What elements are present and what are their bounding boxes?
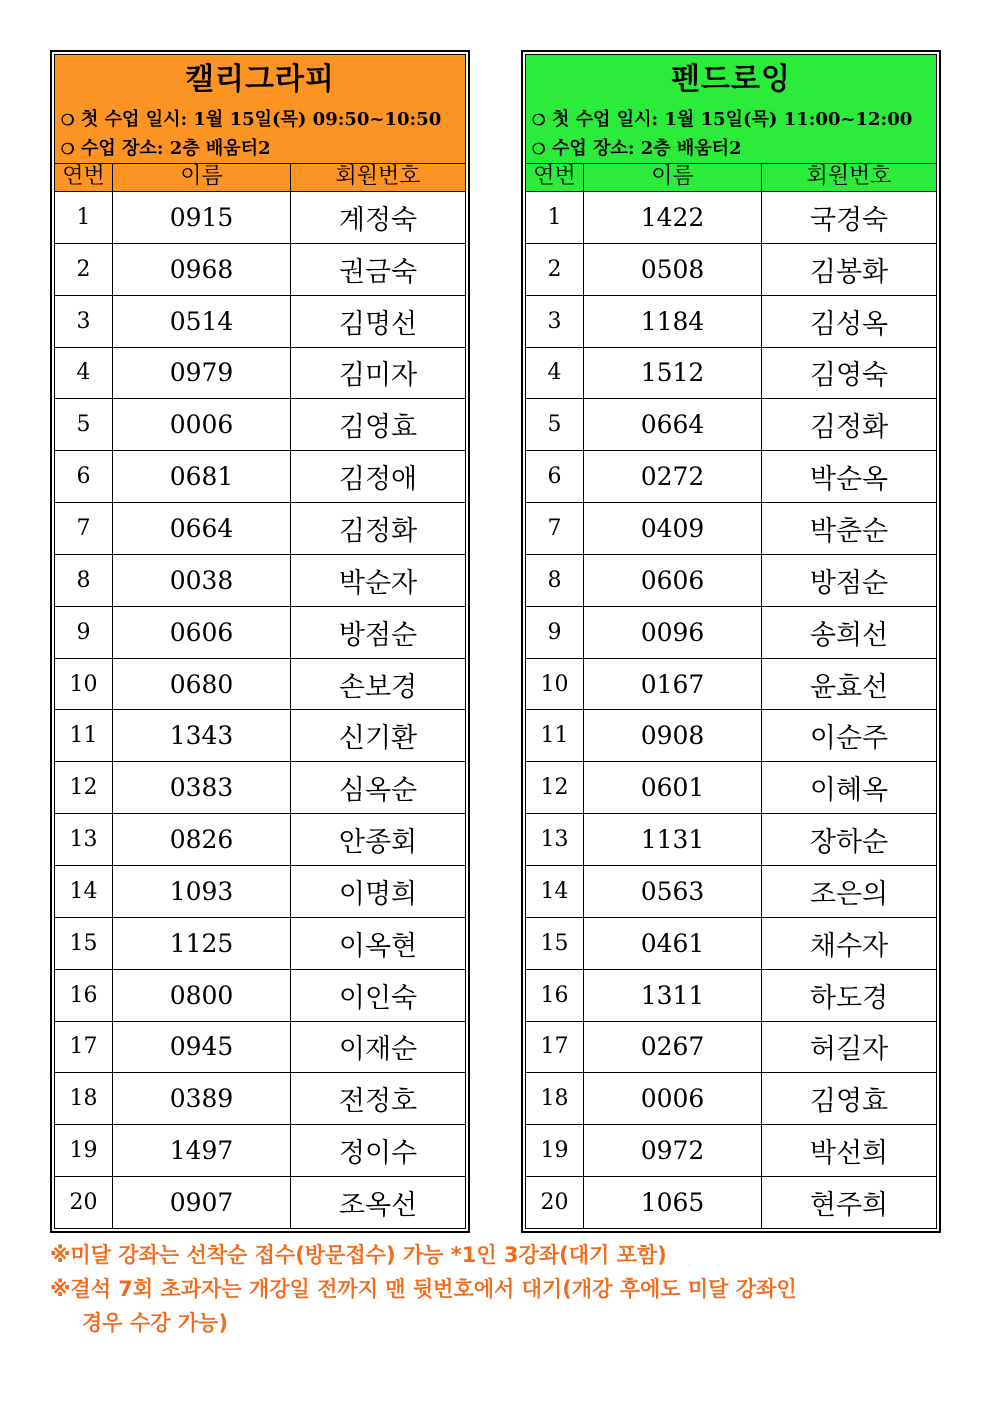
table-row <box>526 710 936 762</box>
row-number: 14 <box>526 866 584 917</box>
column-header-name: 이름 <box>113 164 291 191</box>
row-name: 1065 <box>584 1177 762 1228</box>
row-number: 10 <box>526 659 584 710</box>
column-header-number: 연번 <box>526 164 584 191</box>
column-header-member-no: 회원번호 <box>806 164 892 189</box>
calligraphy-roster <box>50 50 470 1233</box>
table-row <box>55 451 465 503</box>
table-row <box>526 607 936 659</box>
row-name: 0664 <box>584 399 762 450</box>
row-member-no: 방점순 <box>809 567 889 599</box>
row-member-no: 신기환 <box>338 723 418 755</box>
row-name: 0606 <box>113 607 291 658</box>
table-row <box>55 399 465 451</box>
table-row <box>55 1073 465 1125</box>
row-number: 7 <box>526 503 584 554</box>
row-member-no: 김봉화 <box>809 256 889 288</box>
row-number: 5 <box>55 399 113 450</box>
row-name: 1422 <box>584 192 762 243</box>
row-member-no: 국경숙 <box>809 204 889 236</box>
row-name: 1184 <box>584 296 762 347</box>
row-name: 0945 <box>113 1022 291 1073</box>
row-member-no: 조은의 <box>809 878 889 910</box>
row-name: 0383 <box>113 762 291 813</box>
row-name: 0038 <box>113 555 291 606</box>
table-row <box>526 866 936 918</box>
row-number: 13 <box>55 814 113 865</box>
pen-drawing-header <box>526 55 936 191</box>
row-member-no: 박순옥 <box>809 464 889 496</box>
row-member-no: 김영효 <box>809 1086 889 1118</box>
row-member-no: 박순자 <box>338 567 418 599</box>
row-member-no: 이인숙 <box>338 982 418 1014</box>
column-header-member-no: 회원번호 <box>335 164 421 189</box>
table-row <box>55 503 465 555</box>
row-name: 0267 <box>584 1022 762 1073</box>
row-name: 0389 <box>113 1073 291 1124</box>
column-header-number: 연번 <box>55 164 113 191</box>
row-member-no: 정이수 <box>338 1138 418 1170</box>
row-member-no: 장하순 <box>809 827 889 859</box>
circle-bullet-icon: ❍ <box>532 140 546 158</box>
row-number: 6 <box>55 451 113 502</box>
row-name: 0461 <box>584 918 762 969</box>
pen-drawing-title: 펜드로잉 <box>671 62 791 97</box>
circle-bullet-icon: ❍ <box>532 111 546 129</box>
column-headers <box>526 163 936 191</box>
row-member-no: 손보경 <box>338 671 418 703</box>
row-number: 1 <box>526 192 584 243</box>
row-name: 1497 <box>113 1125 291 1176</box>
class-location: 수업 장소: 2층 배움터2 <box>552 138 742 159</box>
row-number: 17 <box>55 1022 113 1073</box>
table-row <box>55 192 465 244</box>
row-name: 0907 <box>113 1177 291 1228</box>
row-name: 1093 <box>113 866 291 917</box>
table-row <box>55 762 465 814</box>
table-row <box>526 1125 936 1177</box>
notes <box>50 1238 950 1340</box>
pen-drawing-rows <box>526 191 936 1228</box>
table-row <box>55 607 465 659</box>
table-row <box>55 1177 465 1228</box>
row-number: 6 <box>526 451 584 502</box>
row-name: 0514 <box>113 296 291 347</box>
column-header-name: 이름 <box>584 164 762 191</box>
row-name: 0681 <box>113 451 291 502</box>
table-row <box>526 659 936 711</box>
row-number: 20 <box>526 1177 584 1228</box>
row-number: 11 <box>526 710 584 761</box>
row-number: 8 <box>55 555 113 606</box>
row-name: 1343 <box>113 710 291 761</box>
row-name: 0915 <box>113 192 291 243</box>
row-number: 17 <box>526 1022 584 1073</box>
table-row <box>55 918 465 970</box>
row-name: 0606 <box>584 555 762 606</box>
row-number: 10 <box>55 659 113 710</box>
table-row <box>55 1022 465 1074</box>
table-row <box>526 296 936 348</box>
calligraphy-rows <box>55 191 465 1228</box>
table-row <box>55 296 465 348</box>
table-row <box>526 451 936 503</box>
row-number: 15 <box>55 918 113 969</box>
row-member-no: 김정화 <box>809 412 889 444</box>
row-member-no: 하도경 <box>809 982 889 1014</box>
row-member-no: 이순주 <box>809 723 889 755</box>
row-member-no: 채수자 <box>809 930 889 962</box>
row-number: 12 <box>526 762 584 813</box>
row-number: 9 <box>55 607 113 658</box>
row-number: 8 <box>526 555 584 606</box>
pen-drawing-location <box>526 134 936 163</box>
table-row <box>526 503 936 555</box>
row-name: 0800 <box>113 970 291 1021</box>
row-name: 0006 <box>113 399 291 450</box>
table-row <box>55 244 465 296</box>
calligraphy-title: 캘리그라피 <box>185 62 335 97</box>
table-row <box>526 244 936 296</box>
circle-bullet-icon: ❍ <box>61 140 75 158</box>
row-member-no: 방점순 <box>338 619 418 651</box>
row-member-no: 전정호 <box>338 1086 418 1118</box>
row-member-no: 박선희 <box>809 1138 889 1170</box>
table-row <box>526 918 936 970</box>
table-row <box>55 866 465 918</box>
table-row <box>55 1125 465 1177</box>
row-number: 2 <box>55 244 113 295</box>
table-row <box>55 348 465 400</box>
table-row <box>526 814 936 866</box>
row-number: 3 <box>526 296 584 347</box>
row-member-no: 윤효선 <box>809 671 889 703</box>
row-name: 0908 <box>584 710 762 761</box>
row-name: 0601 <box>584 762 762 813</box>
row-name: 1125 <box>113 918 291 969</box>
table-row <box>526 348 936 400</box>
calligraphy-schedule <box>55 105 465 134</box>
row-name: 0826 <box>113 814 291 865</box>
row-number: 2 <box>526 244 584 295</box>
row-name: 0006 <box>584 1073 762 1124</box>
row-member-no: 안종회 <box>338 827 418 859</box>
row-number: 1 <box>55 192 113 243</box>
row-name: 0409 <box>584 503 762 554</box>
table-row <box>55 814 465 866</box>
row-member-no: 계정숙 <box>338 204 418 236</box>
row-member-no: 이혜옥 <box>809 775 889 807</box>
row-member-no: 김영효 <box>338 412 418 444</box>
table-row <box>55 555 465 607</box>
calligraphy-header <box>55 55 465 191</box>
row-name: 1311 <box>584 970 762 1021</box>
note-absence-continued: 경우 수강 가능) <box>82 1311 228 1335</box>
table-row <box>55 710 465 762</box>
row-name: 1131 <box>584 814 762 865</box>
circle-bullet-icon: ❍ <box>61 111 75 129</box>
row-member-no: 허길자 <box>809 1034 889 1066</box>
row-member-no: 심옥순 <box>338 775 418 807</box>
row-name: 0096 <box>584 607 762 658</box>
note-first-come: ※미달 강좌는 선착순 접수(방문접수) 가능 *1인 3강좌(대기 포함) <box>50 1243 667 1267</box>
row-number: 20 <box>55 1177 113 1228</box>
row-member-no: 김미자 <box>338 360 418 392</box>
row-number: 19 <box>55 1125 113 1176</box>
calligraphy-location <box>55 134 465 163</box>
row-number: 12 <box>55 762 113 813</box>
pen-drawing-roster <box>521 50 941 1233</box>
row-member-no: 김정애 <box>338 464 418 496</box>
table-row <box>526 1073 936 1125</box>
row-number: 4 <box>526 348 584 399</box>
note-absence: ※결석 7회 초과자는 개강일 전까지 맨 뒷번호에서 대기(개강 후에도 미달 강좌인 <box>50 1277 797 1301</box>
first-class-datetime: 첫 수업 일시: 1월 15일(목) 09:50~10:50 <box>81 109 442 130</box>
row-member-no: 조옥선 <box>338 1189 418 1221</box>
row-member-no: 이재순 <box>338 1034 418 1066</box>
table-row <box>526 1022 936 1074</box>
row-name: 0680 <box>113 659 291 710</box>
table-row <box>55 970 465 1022</box>
class-location: 수업 장소: 2층 배움터2 <box>81 138 271 159</box>
row-name: 0563 <box>584 866 762 917</box>
row-member-no: 이명희 <box>338 878 418 910</box>
row-member-no: 박춘순 <box>809 515 889 547</box>
row-member-no: 김정화 <box>338 515 418 547</box>
row-member-no: 송희선 <box>809 619 889 651</box>
row-name: 0664 <box>113 503 291 554</box>
table-row <box>526 1177 936 1228</box>
row-name: 0508 <box>584 244 762 295</box>
row-name: 0968 <box>113 244 291 295</box>
row-name: 0972 <box>584 1125 762 1176</box>
row-number: 19 <box>526 1125 584 1176</box>
pen-drawing-schedule <box>526 105 936 134</box>
row-member-no: 김성옥 <box>809 308 889 340</box>
table-row <box>526 970 936 1022</box>
first-class-datetime: 첫 수업 일시: 1월 15일(목) 11:00~12:00 <box>552 109 913 130</box>
row-member-no: 현주희 <box>809 1189 889 1221</box>
table-row <box>526 762 936 814</box>
row-name: 1512 <box>584 348 762 399</box>
row-name: 0979 <box>113 348 291 399</box>
row-member-no: 이옥현 <box>338 930 418 962</box>
column-headers <box>55 163 465 191</box>
row-number: 18 <box>526 1073 584 1124</box>
row-name: 0167 <box>584 659 762 710</box>
table-row <box>526 399 936 451</box>
row-number: 5 <box>526 399 584 450</box>
row-number: 7 <box>55 503 113 554</box>
table-row <box>526 555 936 607</box>
row-number: 18 <box>55 1073 113 1124</box>
table-row <box>55 659 465 711</box>
row-name: 0272 <box>584 451 762 502</box>
row-member-no: 김명선 <box>338 308 418 340</box>
row-number: 3 <box>55 296 113 347</box>
row-number: 16 <box>526 970 584 1021</box>
row-number: 15 <box>526 918 584 969</box>
table-row <box>526 192 936 244</box>
row-number: 13 <box>526 814 584 865</box>
row-number: 11 <box>55 710 113 761</box>
row-number: 9 <box>526 607 584 658</box>
row-number: 16 <box>55 970 113 1021</box>
row-member-no: 권금숙 <box>338 256 418 288</box>
row-member-no: 김영숙 <box>809 360 889 392</box>
row-number: 14 <box>55 866 113 917</box>
row-number: 4 <box>55 348 113 399</box>
